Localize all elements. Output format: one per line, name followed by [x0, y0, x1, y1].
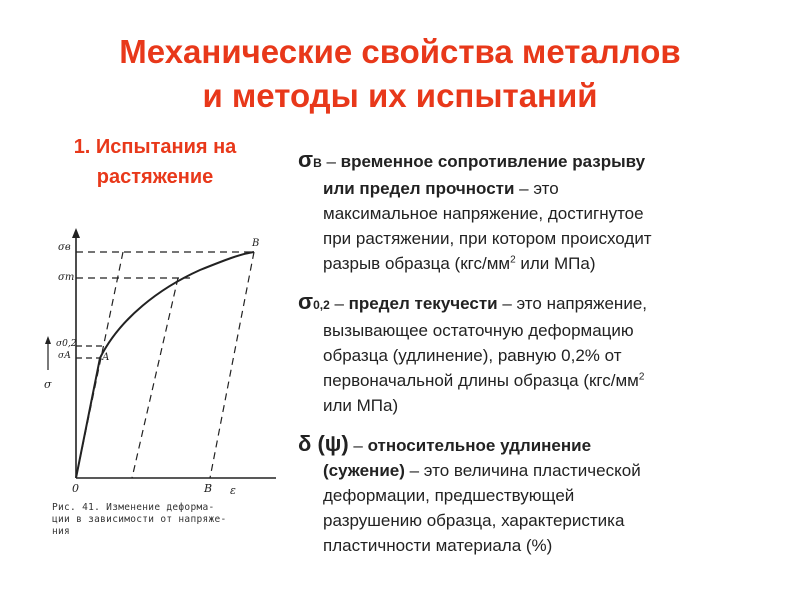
- text: или МПа): [515, 254, 596, 273]
- definition-delta-psi-head: [298, 431, 778, 458]
- text: или МПа): [323, 396, 399, 415]
- term-text: временное сопротивление разрыву: [340, 152, 646, 171]
- label-sigma-b: σв: [58, 242, 71, 253]
- definition-delta-psi: [298, 431, 778, 558]
- term-text: предел текучести: [348, 294, 498, 313]
- definition-sigma-b-body: [298, 176, 778, 276]
- caption-line-1: Рис. 41. Изменение деформа-: [52, 502, 215, 513]
- text: максимальное напряжение, достигнутое: [323, 204, 644, 223]
- term-text-2: или предел прочности: [323, 179, 515, 198]
- definition-sigma-02: [298, 289, 778, 418]
- label-origin: 0: [72, 482, 79, 495]
- definition-delta-psi-body: [298, 458, 778, 558]
- slide-title-line-2: и методы их испытаний: [202, 77, 598, 114]
- slide-title-line-1: Механические свойства металлов: [119, 33, 681, 70]
- symbol-sigma: σ: [298, 289, 314, 314]
- label-sigma-t: σт: [58, 272, 75, 283]
- sigma-arrow-head: [45, 336, 51, 344]
- symbol-sigma: σ: [298, 147, 314, 172]
- label-point-b: В: [252, 238, 260, 249]
- term-text: относительное удлинение: [367, 436, 592, 455]
- dashed-unload-3: [210, 252, 254, 478]
- definition-sigma-02-head: [298, 289, 778, 318]
- text: первоначальной длины образца (кгс/мм: [323, 371, 639, 390]
- section-title: [30, 132, 280, 192]
- definitions-list: [298, 147, 778, 564]
- text: образца (удлинение), равную 0,2% от: [323, 346, 622, 365]
- label-sigma-02: σ0,2: [56, 339, 77, 349]
- label-sigma-a: σА: [58, 351, 71, 361]
- label-sigma-axis: σ: [44, 378, 52, 391]
- stress-strain-curve: [76, 252, 254, 478]
- section-title-line-1: 1. Испытания на: [73, 136, 237, 158]
- label-x-b: В: [204, 482, 213, 495]
- definition-sigma-b: [298, 147, 778, 276]
- text: разрушению образца, характеристика: [323, 511, 625, 530]
- text: деформации, предшествующей: [323, 486, 575, 505]
- section-title-line-2: растяжение: [96, 166, 214, 188]
- label-epsilon: ε: [230, 484, 236, 497]
- text: вызывающее остаточную деформацию: [323, 321, 634, 340]
- text: – это напряжение,: [497, 294, 647, 313]
- stress-strain-diagram: [40, 228, 280, 508]
- slide-title: [0, 30, 800, 118]
- definition-sigma-b-head: [298, 147, 778, 176]
- y-axis-arrow: [72, 228, 80, 238]
- definition-sigma-02-body: [298, 318, 778, 418]
- text: при растяжении, при котором происходит: [323, 229, 652, 248]
- term-text-2: (сужение): [323, 461, 405, 480]
- label-point-a: А: [102, 352, 110, 363]
- caption-line-2: ции в зависимости от напряже-: [52, 514, 227, 525]
- dash: –: [321, 152, 341, 171]
- symbol-delta-psi: δ (ψ): [298, 431, 349, 456]
- text: – это величина пластической: [404, 461, 641, 480]
- text: пластичности материала (%): [323, 536, 553, 555]
- caption-line-3: ния: [52, 526, 71, 537]
- dash: –: [348, 436, 368, 455]
- symbol-sub: 0,2: [313, 298, 330, 312]
- figure-caption: [52, 502, 272, 538]
- text: разрыв образца (кгс/мм: [323, 254, 511, 273]
- superscript: 2: [638, 371, 645, 383]
- superscript: 2: [510, 254, 516, 266]
- symbol-sub: В: [313, 156, 322, 170]
- text: – это: [514, 179, 559, 198]
- dash: –: [329, 294, 349, 313]
